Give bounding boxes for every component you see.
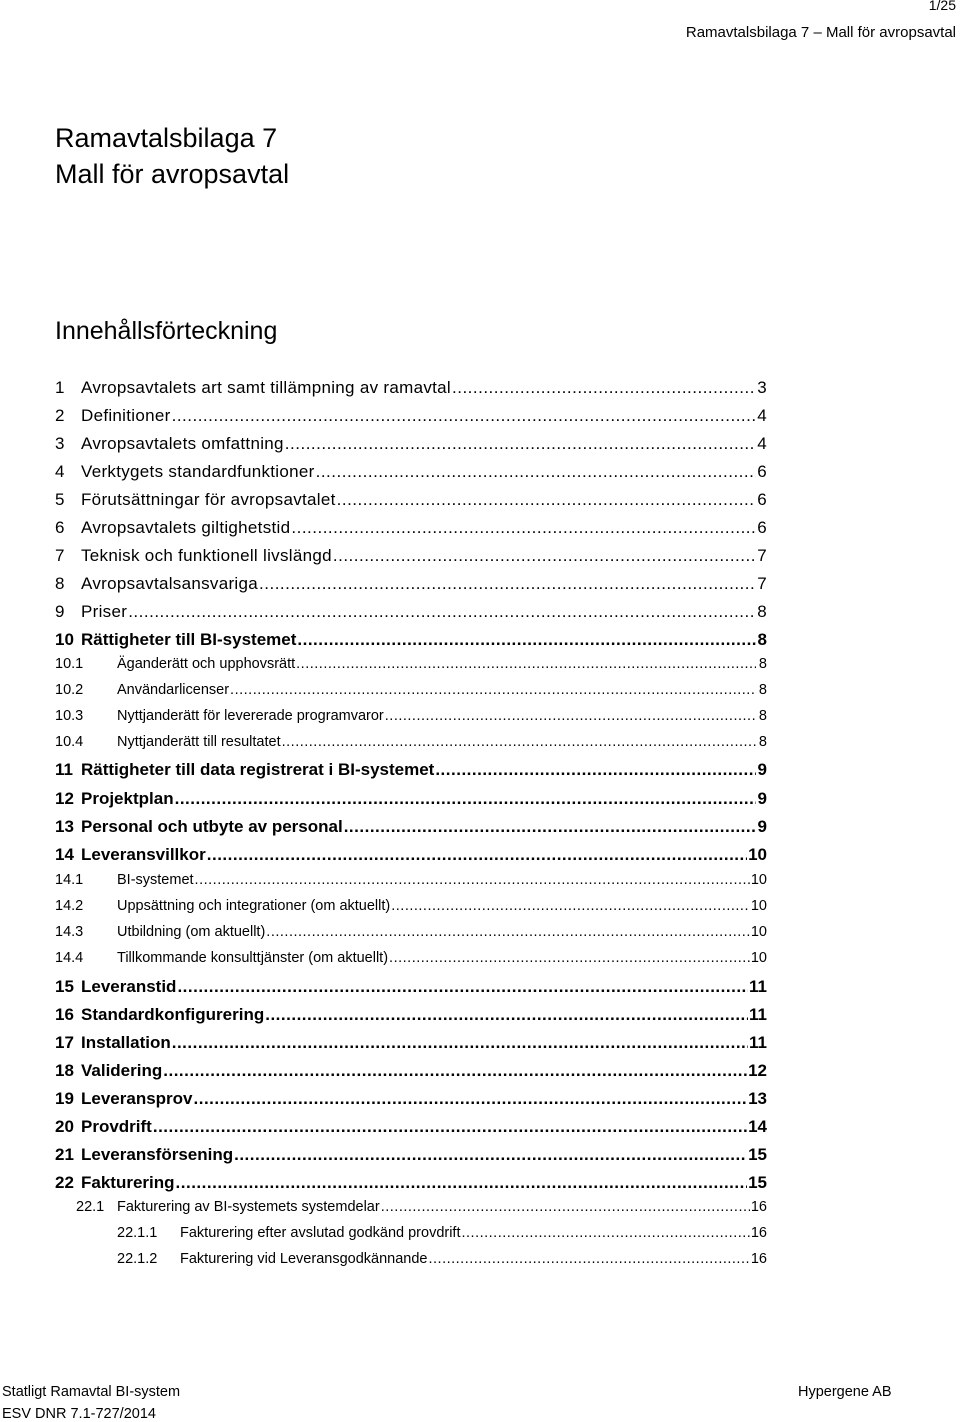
toc-entry[interactable] xyxy=(55,1145,767,1167)
toc-entry-title: BI-systemet xyxy=(117,872,194,888)
toc-entry-page: 10 xyxy=(750,872,767,888)
toc-entry-page: 4 xyxy=(757,434,767,453)
toc-entry[interactable] xyxy=(55,817,767,839)
toc-entry-page: 10 xyxy=(750,898,767,914)
toc-entry-number: 3 xyxy=(55,434,65,453)
toc-dot-leader xyxy=(230,682,756,698)
toc-entry[interactable] xyxy=(55,546,767,568)
toc-dot-leader xyxy=(344,817,756,837)
toc-entry[interactable] xyxy=(55,462,767,484)
toc-entry-title: Fakturering vid Leveransgodkännande xyxy=(180,1251,428,1267)
footer-supplier: Hypergene AB xyxy=(798,1384,892,1400)
toc-entry-page: 7 xyxy=(757,546,767,565)
toc-entry-page: 11 xyxy=(749,977,767,996)
toc-entry-number: 8 xyxy=(55,574,65,593)
toc-entry-title: Projektplan xyxy=(81,789,174,808)
toc-entry[interactable] xyxy=(55,434,767,456)
toc-entry[interactable] xyxy=(55,977,767,999)
toc-entry[interactable] xyxy=(55,656,767,678)
toc-entry-page: 7 xyxy=(757,574,767,593)
toc-entry[interactable] xyxy=(55,378,767,400)
toc-heading: Innehållsförteckning xyxy=(55,317,278,345)
toc-dot-leader xyxy=(461,1225,749,1241)
toc-entry-title: Nyttjanderätt för levererade programvaror xyxy=(117,708,384,724)
toc-entry-page: 11 xyxy=(749,1005,767,1024)
toc-entry[interactable] xyxy=(55,708,767,730)
toc-entry-page: 8 xyxy=(758,734,767,750)
toc-entry-number: 14.4 xyxy=(55,950,84,966)
toc-dot-leader xyxy=(207,845,747,865)
toc-entry-number: 9 xyxy=(55,602,65,621)
toc-entry-number: 20 xyxy=(55,1117,74,1136)
toc-entry-number: 14 xyxy=(55,845,74,864)
toc-dot-leader xyxy=(153,1117,747,1137)
toc-entry-title: Standardkonfigurering xyxy=(81,1005,265,1024)
toc-entry-title: Definitioner xyxy=(81,406,171,425)
toc-dot-leader xyxy=(428,1251,749,1267)
toc-entry-title: Leveranstid xyxy=(81,977,177,996)
toc-entry-title: Personal och utbyte av personal xyxy=(81,817,343,836)
toc-entry-page: 12 xyxy=(748,1061,767,1080)
toc-entry-title: Fakturering efter avslutad godkänd provdrift xyxy=(180,1225,461,1241)
toc-entry-page: 8 xyxy=(758,708,767,724)
toc-dot-leader xyxy=(195,872,750,888)
toc-entry-number: 17 xyxy=(55,1033,74,1052)
toc-entry-number: 6 xyxy=(55,518,65,537)
toc-entry-title: Användarlicenser xyxy=(117,682,230,698)
toc-entry-number: 21 xyxy=(55,1145,74,1164)
toc-entry[interactable] xyxy=(55,872,767,894)
toc-entry-page: 16 xyxy=(750,1199,767,1215)
toc-entry[interactable] xyxy=(55,1173,767,1195)
toc-entry-number: 19 xyxy=(55,1089,74,1108)
toc-entry-title: Avropsavtalsansvariga xyxy=(81,574,259,593)
toc-entry[interactable] xyxy=(55,406,767,428)
toc-entry-number: 7 xyxy=(55,546,65,565)
toc-entry-number: 10.1 xyxy=(55,656,84,672)
toc-dot-leader xyxy=(175,789,756,809)
toc-entry[interactable] xyxy=(55,845,767,867)
toc-entry-title: Rättigheter till BI-systemet xyxy=(81,630,297,649)
toc-dot-leader xyxy=(172,406,756,426)
toc-entry-title: Avropsavtalets omfattning xyxy=(81,434,284,453)
toc-entry-title: Förutsättningar för avropsavtalet xyxy=(81,490,336,509)
toc-entry-title: Provdrift xyxy=(81,1117,152,1136)
toc-entry-page: 14 xyxy=(748,1117,767,1136)
toc-dot-leader xyxy=(128,602,756,622)
toc-entry[interactable] xyxy=(55,1033,767,1055)
toc-dot-leader xyxy=(452,378,756,398)
toc-entry[interactable] xyxy=(55,1005,767,1027)
toc-dot-leader xyxy=(391,898,750,914)
toc-entry-number: 10.3 xyxy=(55,708,84,724)
document-title-line2: Mall för avropsavtal xyxy=(55,159,290,189)
toc-dot-leader xyxy=(333,546,756,566)
toc-entry-number: 11 xyxy=(55,760,73,779)
toc-dot-leader xyxy=(177,977,748,997)
toc-entry-page: 6 xyxy=(757,518,767,537)
toc-entry-title: Fakturering xyxy=(81,1173,175,1192)
toc-entry-title: Nyttjanderätt till resultatet xyxy=(117,734,281,750)
toc-entry-number: 14.3 xyxy=(55,924,84,940)
toc-entry-number: 10 xyxy=(55,630,74,649)
toc-dot-leader xyxy=(296,656,756,672)
toc-entry-title: Uppsättning och integrationer (om aktuellt) xyxy=(117,898,391,914)
toc-entry-number: 12 xyxy=(55,789,74,808)
toc-entry-number: 14.2 xyxy=(55,898,84,914)
toc-dot-leader xyxy=(389,950,750,966)
toc-entry-title: Fakturering av BI-systemets systemdelar xyxy=(117,1199,380,1215)
toc-entry-number: 4 xyxy=(55,462,65,481)
toc-entry-page: 16 xyxy=(750,1251,767,1267)
toc-entry-number: 2 xyxy=(55,406,65,425)
toc-dot-leader xyxy=(259,574,756,594)
document-title-line1: Ramavtalsbilaga 7 xyxy=(55,123,278,153)
footer-diary-number: ESV DNR 7.1-727/2014 xyxy=(2,1406,156,1422)
toc-entry-number: 10.2 xyxy=(55,682,84,698)
toc-entry-page: 11 xyxy=(749,1033,767,1052)
toc-dot-leader xyxy=(316,462,756,482)
toc-entry[interactable] xyxy=(55,1251,767,1273)
toc-entry-number: 22.1 xyxy=(76,1199,105,1215)
toc-entry-number: 1 xyxy=(55,378,65,397)
toc-entry-title: Installation xyxy=(81,1033,171,1052)
toc-entry-page: 13 xyxy=(748,1089,767,1108)
running-header-title: Ramavtalsbilaga 7 – Mall för avropsavtal xyxy=(685,24,956,41)
toc-entry[interactable] xyxy=(55,1117,767,1139)
toc-entry-number: 15 xyxy=(55,977,74,996)
toc-dot-leader xyxy=(194,1089,748,1109)
toc-entry[interactable] xyxy=(55,1225,767,1247)
footer-organization: Statligt Ramavtal BI-system xyxy=(2,1384,181,1400)
toc-dot-leader xyxy=(265,1005,748,1025)
toc-entry-page: 3 xyxy=(757,378,767,397)
toc-dot-leader xyxy=(176,1173,748,1193)
toc-entry-page: 8 xyxy=(758,682,767,698)
toc-entry[interactable] xyxy=(55,574,767,596)
toc-entry-number: 16 xyxy=(55,1005,74,1024)
toc-entry[interactable] xyxy=(55,1061,767,1083)
toc-dot-leader xyxy=(285,434,756,454)
toc-dot-leader xyxy=(266,924,750,940)
toc-entry-number: 10.4 xyxy=(55,734,84,750)
toc-entry-number: 5 xyxy=(55,490,65,509)
toc-entry[interactable] xyxy=(55,630,767,652)
toc-entry[interactable] xyxy=(55,898,767,920)
toc-dot-leader xyxy=(381,1199,750,1215)
toc-entry-title: Verktygets standardfunktioner xyxy=(81,462,315,481)
toc-entry[interactable] xyxy=(55,602,767,624)
toc-entry-page: 10 xyxy=(748,845,767,864)
page-number: 1/25 xyxy=(928,0,956,13)
toc-entry-title: Teknisk och funktionell livslängd xyxy=(81,546,332,565)
toc-entry-page: 6 xyxy=(757,462,767,481)
toc-dot-leader xyxy=(172,1033,748,1053)
toc-entry-page: 10 xyxy=(750,950,767,966)
toc-entry-title: Leveransförsening xyxy=(81,1145,234,1164)
toc-entry[interactable] xyxy=(55,1199,767,1221)
toc-entry-page: 10 xyxy=(750,924,767,940)
toc-entry[interactable] xyxy=(55,924,767,946)
toc-entry-page: 8 xyxy=(757,602,767,621)
toc-entry-number: 13 xyxy=(55,817,74,836)
toc-dot-leader xyxy=(234,1145,747,1165)
toc-entry-page: 8 xyxy=(757,630,767,649)
toc-entry-title: Avropsavtalets art samt tillämpning av ramavtal xyxy=(81,378,451,397)
toc-entry-title: Validering xyxy=(81,1061,163,1080)
toc-entry-title: Leveransprov xyxy=(81,1089,193,1108)
toc-entry-page: 6 xyxy=(757,490,767,509)
toc-entry-page: 8 xyxy=(758,656,767,672)
toc-entry[interactable] xyxy=(55,518,767,540)
toc-entry[interactable] xyxy=(55,734,767,756)
toc-entry-title: Utbildning (om aktuellt) xyxy=(117,924,266,940)
toc-dot-leader xyxy=(297,630,756,650)
toc-entry-title: Leveransvillkor xyxy=(81,845,206,864)
toc-entry-page: 15 xyxy=(748,1145,767,1164)
toc-entry-page: 9 xyxy=(757,789,767,808)
toc-dot-leader xyxy=(435,760,756,780)
toc-dot-leader xyxy=(291,518,756,538)
toc-entry[interactable] xyxy=(55,490,767,512)
toc-entry[interactable] xyxy=(55,950,767,972)
toc-dot-leader xyxy=(337,490,756,510)
toc-entry-number: 18 xyxy=(55,1061,74,1080)
toc-entry-number: 14.1 xyxy=(55,872,84,888)
toc-dot-leader xyxy=(385,708,756,724)
toc-dot-leader xyxy=(282,734,756,750)
toc-entry-number: 22.1.2 xyxy=(117,1251,158,1267)
toc-entry[interactable] xyxy=(55,682,767,704)
toc-entry[interactable] xyxy=(55,760,767,782)
toc-entry-page: 4 xyxy=(757,406,767,425)
toc-entry-page: 16 xyxy=(750,1225,767,1241)
toc-dot-leader xyxy=(163,1061,747,1081)
toc-entry-title: Äganderätt och upphovsrätt xyxy=(117,656,296,672)
toc-entry-page: 9 xyxy=(757,760,767,779)
toc-entry-title: Tillkommande konsulttjänster (om aktuellt) xyxy=(117,950,389,966)
toc-entry-page: 9 xyxy=(757,817,767,836)
toc-entry[interactable] xyxy=(55,789,767,811)
toc-entry-title: Rättigheter till data registrerat i BI-systemet xyxy=(81,760,435,779)
toc-entry-title: Priser xyxy=(81,602,128,621)
toc-entry-number: 22.1.1 xyxy=(117,1225,158,1241)
toc-entry-number: 22 xyxy=(55,1173,74,1192)
toc-entry-title: Avropsavtalets giltighetstid xyxy=(81,518,291,537)
document-title xyxy=(55,120,289,192)
toc-entry[interactable] xyxy=(55,1089,767,1111)
toc-entry-page: 15 xyxy=(748,1173,767,1192)
